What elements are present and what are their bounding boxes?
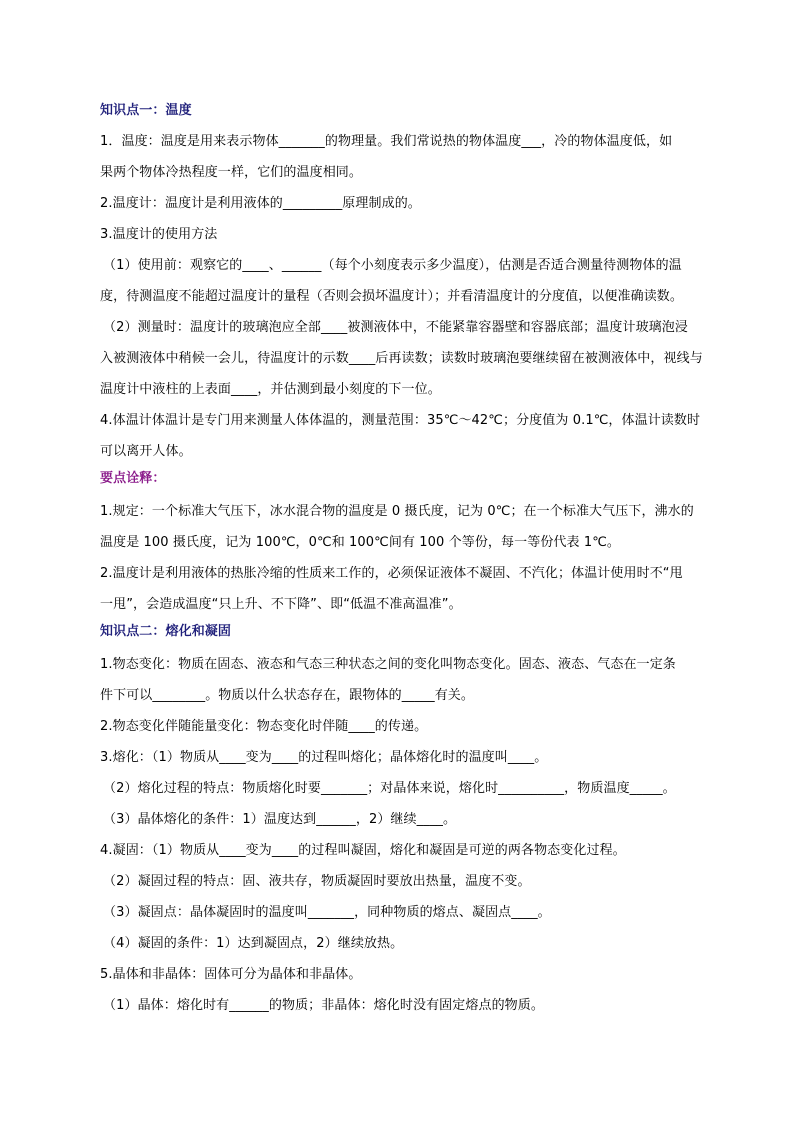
text-line: （2）测量时：温度计的玻璃泡应全部____被测液体中，不能紧靠容器壁和容器底部；温度计玻璃泡浸 — [103, 320, 688, 335]
text-line: 果两个物体冷热程度一样，它们的温度相同。 — [100, 165, 363, 180]
text-line: 1.物态变化：物质在固态、液态和气态三种状态之间的变化叫物态变化。固态、液态、气态在一定条 — [100, 657, 676, 672]
text-line: 一甩”，会造成温度“只上升、不下降”、即“低温不准高温准”。 — [100, 597, 462, 612]
text-line: 2.温度计：温度计是利用液体的_________原理制成的。 — [100, 196, 421, 211]
text-line: 4.体温计体温计是专门用来测量人体体温的，测量范围：35℃～42℃；分度值为 0.1℃，体温计读数时 — [100, 413, 701, 428]
text-line: 1.规定：一个标准大气压下，冰水混合物的温度是 0 摄氏度，记为 0℃；在一个标准大气压下，沸水的 — [100, 504, 694, 519]
text-line: 2.物态变化伴随能量变化：物态变化时伴随____的传递。 — [100, 719, 428, 734]
text-line: 2.温度计是利用液体的热胀冷缩的性质来工作的，必须保证液体不凝固、不汽化；体温计使用时不“甩 — [100, 566, 683, 581]
text-line: 可以离开人体。 — [100, 444, 192, 459]
text-line: （2）凝固过程的特点：固、液共存，物质凝固时要放出热量，温度不变。 — [103, 874, 531, 889]
text-line: （4）凝固的条件：1）达到凝固点，2）继续放热。 — [103, 936, 404, 951]
key-points-heading: 要点诠释： — [100, 471, 166, 486]
text-line: （3）晶体熔化的条件：1）温度达到______，2）继续____。 — [103, 812, 457, 827]
text-line: 度，待测温度不能超过温度计的量程（否则会损坏温度计）；并看清温度计的分度值，以便准确读数。 — [100, 289, 684, 304]
text-line: （1）晶体：熔化时有______的物质；非晶体：熔化时没有固定熔点的物质。 — [103, 998, 544, 1013]
text-line: （3）凝固点：晶体凝固时的温度叫_______，同种物质的熔点、凝固点____。 — [103, 905, 551, 920]
text-line: 入被测液体中稍候一会儿，待温度计的示数____后再读数；读数时玻璃泡要继续留在被测液体中，视线与 — [100, 351, 703, 366]
text-line: 3.熔化：（1）物质从____变为____的过程叫熔化；晶体熔化时的温度叫____。 — [100, 750, 548, 765]
text-line: 3.温度计的使用方法 — [100, 227, 218, 242]
section-heading-temperature: 知识点一：温度 — [100, 103, 192, 118]
text-line: （2）熔化过程的特点：物质熔化时要_______；对晶体来说，熔化时__________，物质温度_____。 — [103, 781, 676, 796]
text-line: （1）使用前：观察它的____、______（每个小刻度表示多少温度），估测是否适合测量待测物体的温 — [103, 258, 682, 273]
text-line: 5.晶体和非晶体：固体可分为晶体和非晶体。 — [100, 967, 362, 982]
section-heading-melting: 知识点二：熔化和凝固 — [100, 624, 232, 639]
text-line: 件下可以________。物质以什么状态存在，跟物体的_____有关。 — [100, 688, 475, 703]
text-line: 温度计中液柱的上表面____，并估测到最小刻度的下一位。 — [100, 382, 441, 397]
text-line: 1．温度：温度是用来表示物体_______的物理量。我们常说热的物体温度___，冷的物体温度低，如 — [100, 134, 673, 149]
text-line: 温度是 100 摄氏度，记为 100℃，0℃和 100℃间有 100 个等份，每一等份代表 1℃。 — [100, 535, 621, 550]
text-line: 4.凝固：（1）物质从____变为____的过程叫凝固，熔化和凝固是可逆的两各物态变化过程。 — [100, 843, 626, 858]
